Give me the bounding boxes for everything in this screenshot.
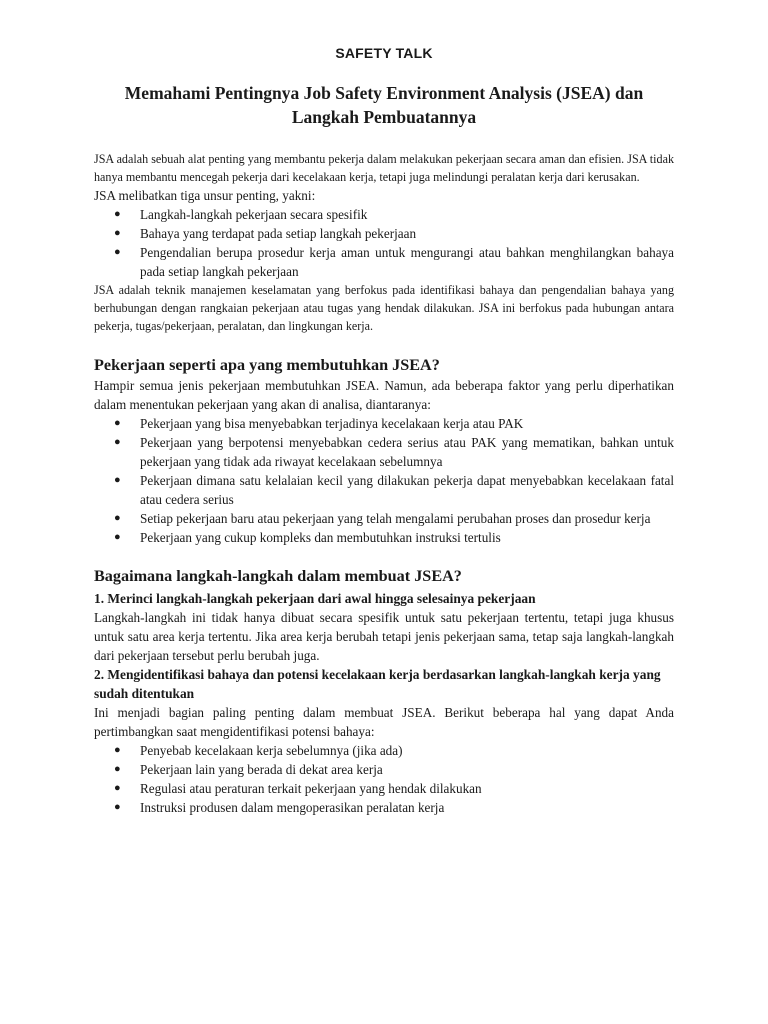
- intro-paragraph-2: JSA melibatkan tiga unsur penting, yakni:: [94, 188, 316, 203]
- bullet-dot-icon: ●: [114, 246, 121, 258]
- list-item: [94, 509, 674, 528]
- section-who-paragraph: Hampir semua jenis pekerjaan membutuhkan JSEA. Namun, ada beberapa faktor yang perlu diperhatikan dalam menentukan pekerjaan yang akan di analisa, diantaranya:: [94, 378, 674, 412]
- list-item: [94, 741, 674, 760]
- step-1-title: 1. Merinci langkah-langkah pekerjaan dari awal hingga selesainya pekerjaan: [94, 591, 536, 606]
- bullet-dot-icon: ●: [114, 474, 121, 486]
- list-item-text: Instruksi produsen dalam mengoperasikan peralatan kerja: [140, 800, 445, 815]
- section-who-bullet-list: [94, 414, 674, 547]
- bullet-dot-icon: ●: [114, 531, 121, 543]
- list-item-text: Penyebab kecelakaan kerja sebelumnya (jika ada): [140, 743, 403, 758]
- list-item-text: Setiap pekerjaan baru atau pekerjaan yang telah mengalami perubahan proses dan prosedur kerja: [140, 511, 651, 526]
- list-item: [94, 414, 674, 433]
- list-item: [94, 528, 674, 547]
- section-heading-how: Bagaimana langkah-langkah dalam membuat JSEA?: [94, 567, 462, 585]
- list-item-text: Pengendalian berupa prosedur kerja aman untuk mengurangi atau bahkan menghilangkan bahaya pada setiap langkah pekerjaan: [140, 245, 674, 279]
- bullet-dot-icon: ●: [114, 801, 121, 813]
- list-item-text: Langkah-langkah pekerjaan secara spesifik: [140, 207, 368, 222]
- step-2-title: 2. Mengidentifikasi bahaya dan potensi kecelakaan kerja berdasarkan langkah-langkah kerja yang sudah ditentukan: [94, 667, 661, 701]
- list-item: [94, 205, 674, 224]
- bullet-dot-icon: ●: [114, 208, 121, 220]
- step-2-paragraph: Ini menjadi bagian paling penting dalam membuat JSEA. Berikut beberapa hal yang dapat Anda pertimbangkan saat mengidentifikasi potensi bahaya:: [94, 705, 674, 739]
- list-item: [94, 243, 674, 281]
- step-1-paragraph: Langkah-langkah ini tidak hanya dibuat secara spesifik untuk satu pekerjaan tertentu, tetapi juga khusus untuk satu area kerja tertentu. Jika area kerja berubah tetapi jenis pekerjaan sama, tetap saja langkah-langkah dari pekerjaan tersebut perlu berubah juga.: [94, 610, 674, 663]
- bullet-dot-icon: ●: [114, 417, 121, 429]
- section-heading-who: Pekerjaan seperti apa yang membutuhkan JSEA?: [94, 356, 440, 374]
- list-item: [94, 760, 674, 779]
- intro-paragraph-1: JSA adalah sebuah alat penting yang membantu pekerja dalam melakukan pekerjaan secara aman dan efisien. JSA tidak hanya membantu mencegah pekerja dari kecelakaan kerja, tetapi juga melindungi peralatan kerja dari kerusakan.: [94, 152, 674, 184]
- intro-bullet-list: [94, 205, 674, 281]
- list-item: [94, 471, 674, 509]
- list-item-text: Pekerjaan yang cukup kompleks dan membutuhkan instruksi tertulis: [140, 530, 501, 545]
- bullet-dot-icon: ●: [114, 512, 121, 524]
- intro-paragraph-3: JSA adalah teknik manajemen keselamatan yang berfokus pada identifikasi bahaya dan pengendalian bahaya yang berhubungan dengan rangkaian pekerjaan atau tugas yang hendak dilakukan. JSA ini berfokus pada hubungan antara pekerja, tugas/pekerjaan, peralatan, dan lingkungan kerja.: [94, 283, 674, 333]
- list-item-text: Regulasi atau peraturan terkait pekerjaan yang hendak dilakukan: [140, 781, 482, 796]
- bullet-dot-icon: ●: [114, 227, 121, 239]
- list-item-text: Pekerjaan dimana satu kelalaian kecil yang dilakukan pekerja dapat menyebabkan kecelakaan fatal atau cedera serius: [140, 473, 674, 507]
- step-2-bullet-list: [94, 741, 674, 817]
- list-item-text: Pekerjaan lain yang berada di dekat area kerja: [140, 762, 383, 777]
- list-item-text: Pekerjaan yang berpotensi menyebabkan cedera serius atau PAK yang mematikan, bahkan untuk pekerjaan yang tidak ada riwayat kecelakaan sebelumnya: [140, 435, 674, 469]
- list-item: [94, 224, 674, 243]
- document-header: SAFETY TALK: [335, 45, 433, 61]
- list-item: [94, 433, 674, 471]
- list-item-text: Pekerjaan yang bisa menyebabkan terjadinya kecelakaan kerja atau PAK: [140, 416, 524, 431]
- bullet-dot-icon: ●: [114, 744, 121, 756]
- list-item: [94, 798, 674, 817]
- document-page: [94, 0, 674, 817]
- list-item: [94, 779, 674, 798]
- document-title: Memahami Pentingnya Job Safety Environment Analysis (JSEA) dan Langkah Pembuatannya: [124, 83, 644, 127]
- bullet-dot-icon: ●: [114, 436, 121, 448]
- bullet-dot-icon: ●: [114, 782, 121, 794]
- bullet-dot-icon: ●: [114, 763, 121, 775]
- list-item-text: Bahaya yang terdapat pada setiap langkah pekerjaan: [140, 226, 417, 241]
